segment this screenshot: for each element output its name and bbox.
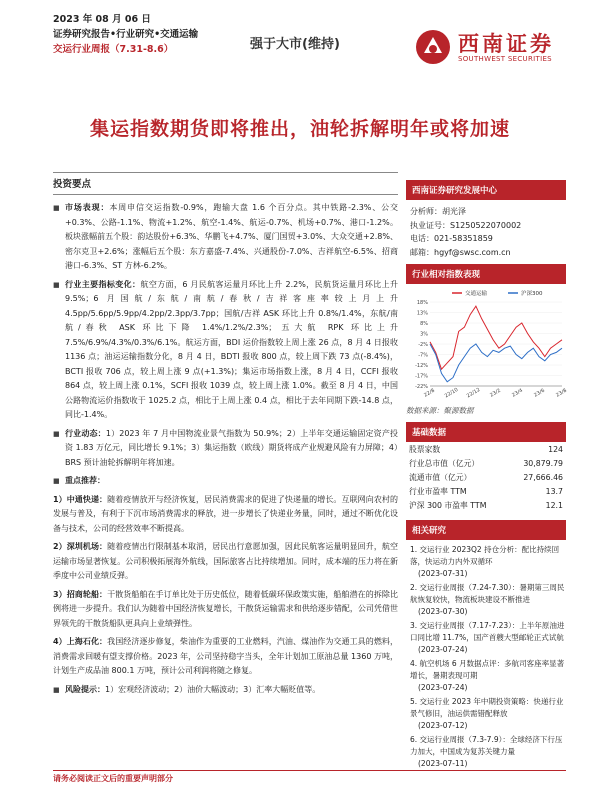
table-row: 沪深 300 市盈率 TTM 12.1 bbox=[409, 500, 563, 510]
logo-subtitle: SOUTHWEST SECURITIES bbox=[458, 55, 552, 63]
x-tick-label: 23/4 bbox=[511, 387, 524, 399]
legend-label: 交通运输 bbox=[465, 291, 488, 297]
y-tick-label: 3% bbox=[420, 331, 428, 338]
table-row: 流通市值（亿元） 27,666.46 bbox=[409, 472, 563, 482]
related-bar: 相关研究 bbox=[406, 520, 566, 540]
logo-text: 西南证券 bbox=[458, 31, 554, 56]
related-item[interactable]: 3. 交运行业周报（7.17-7.23）：上半年原油进口同比增 11.7%，国产首艘大型邮轮正式试航 (2023-07-24) bbox=[410, 621, 565, 654]
legend-label: 沪深300 bbox=[521, 291, 543, 297]
related-list bbox=[406, 540, 566, 770]
risk-text: 1）宏观经济波动；2）油价大幅波动；3）汇率大幅贬值等。 bbox=[105, 684, 321, 694]
chart-svg bbox=[406, 286, 566, 402]
relative-index-chart bbox=[406, 286, 566, 402]
y-tick-label: -12% bbox=[415, 363, 428, 369]
focus-list bbox=[53, 493, 398, 679]
related-item[interactable]: 1. 交运行业 2023Q2 持仓分析：配比持续回落，快运动力内外双循环 (2023-07-31) bbox=[410, 545, 560, 578]
report-header-left bbox=[53, 12, 198, 57]
industry-indicators bbox=[53, 278, 398, 423]
focus-item: 3）招商轮船：干散货船舶在手订单比处于历史低位，随着低碳环保政策实施，船舶潜在的拆除比例将进一步提升。我们认为随着中国经济恢复增长，干散货运输需求和供给逐步错配，公司凭借世界领先的干散货船队更具向上业绩弹性。 bbox=[53, 589, 398, 628]
x-tick-label: 22/10 bbox=[443, 386, 460, 400]
report-title: 集运指数期货即将推出，油轮拆解明年或将加速 bbox=[89, 118, 510, 140]
chart-bar: 行业相对指数表现 bbox=[406, 264, 566, 284]
x-tick-label: 23/8 bbox=[555, 387, 568, 399]
sidebar bbox=[406, 180, 566, 772]
analyst-cert-row: 执业证号：S1250522070002 bbox=[410, 220, 522, 230]
market-label: 市场表现： bbox=[65, 203, 110, 212]
stats-bar: 基础数据 bbox=[406, 422, 566, 442]
analyst-email-row[interactable]: 邮箱：hgyf@swsc.com.cn bbox=[410, 247, 511, 257]
analyst-phone-row: 电话：021-58351859 bbox=[410, 234, 493, 243]
footer-disclaimer: 请务必阅读正文后的重要声明部分 bbox=[53, 774, 173, 783]
report-type: 交运行业周报（7.31-8.6） bbox=[53, 44, 174, 55]
related-item[interactable]: 4. 航空机场 6 月数据点评：多航司客座率显著增长，暑期表现可期 (2023-07-24) bbox=[410, 659, 565, 692]
dynamics-label: 行业动态： bbox=[65, 428, 106, 438]
divider bbox=[53, 172, 398, 173]
rating: 强于大市(维持) bbox=[250, 37, 340, 52]
data-label: 行业主要指标变化： bbox=[65, 279, 141, 289]
report-category: 证券研究报告•行业研究•交通运输 bbox=[53, 29, 199, 40]
y-tick-label: 18% bbox=[416, 300, 428, 306]
focus-item: 4）上海石化：我国经济逐步修复，柴油作为重要的工业燃料，汽油、煤油作为交通工具的燃料，消费需求回暖有望支撑价格。2023 年，公司坚持稳字当头，全年计划加工原油总量 1360 万吨，计划生产成品油 800.1 万吨，预计公司利润将随之修复。 bbox=[53, 637, 398, 675]
analyst-name-row: 分析师：胡光泽 bbox=[410, 207, 466, 216]
chart-source: 数据来源：聚源数据 bbox=[406, 406, 474, 415]
x-tick-label: 23/2 bbox=[489, 387, 502, 399]
table-row: 行业市盈率 TTM 13.7 bbox=[409, 486, 563, 496]
data-text: 航空方面，6 月民航客运量月环比上升 2.2%，民航货运量月环比上升 9.5%；6 月国航/东航/南航/春秋/吉祥客座率较上月上升 4.5pp/5.6pp/5.9pp/4.2pp/2.3pp/3.7pp；国航/吉祥 ASK 环比上升 0.8%/1.4%，东航/南航/春秋 ASK 环比下降 1.4%/1.2%/2.3%；五大航 RPK 环比上升 7.5%/6.9%/4.3%/0.3%/6.1%。航运方面，BDI 运价指数较上周上涨 26 点，8 月 4 日报收 1136 点；油运运输指数分化，8 月 4 日，BDTI 报收 800 点，较上周下跌 73 点(-8.4%)，BCTI 报收 706 点，较上周上涨 9 点(+1.3%)；集运市场指数上涨，8 月 4 日，CCFI 报收 864 点，较上周上涨 0.1%，SCFI 报收 1039 点，较上周上涨 1.0%。截至 8 月 4 日，中国公路物流运价指数收于 1025.2 点，相比于上周上涨 0.4 点，相比于去年同期下跌-14.8 点，同比-1.4%。 bbox=[65, 279, 399, 419]
table-row: 行业总市值（亿元） 30,879.79 bbox=[409, 458, 563, 468]
series-line-1 bbox=[430, 344, 562, 382]
focus-item: 1）中通快递：随着疫情放开与经济恢复，居民消费需求的促进了快递量的增长。互联网向农村的发展与普及，有利于下沉市场消费需求的释放，进一步增长了快递业务量，同时，通过不断优化设备与技术，公司的经营效率不断提高。 bbox=[53, 494, 398, 533]
related-item[interactable]: 2. 交运行业周报（7.24-7.30）：暑期第三周民航恢复较快，物流板块建设不断推进 (2023-07-30) bbox=[410, 583, 565, 616]
logo-emblem-icon bbox=[414, 28, 452, 66]
table-row: 股票家数 124 bbox=[409, 444, 563, 454]
y-tick-label: -7% bbox=[418, 352, 428, 359]
y-tick-label: -2% bbox=[418, 342, 428, 348]
related-item[interactable]: 5. 交运行业 2023 年中期投资策略：快递行业景气修旧，油运供需错配释放 (2023-07-12) bbox=[410, 697, 564, 730]
y-tick-label: 13% bbox=[416, 310, 428, 317]
divider bbox=[53, 194, 398, 195]
basic-data-table bbox=[406, 442, 566, 512]
y-tick-label: -17% bbox=[415, 373, 428, 380]
focus-item: 2）深圳机场：随着疫情出行限制基本取消，居民出行意愿加强，因此民航客运量明显回升，航空运输市场显著恢复。公司积极拓展海外航线，国际旅客占比持续增加。同时，成本端的压力将在新季度中公司业绩反弹。 bbox=[53, 542, 398, 580]
analyst-info bbox=[406, 200, 566, 264]
risk-warning bbox=[53, 683, 398, 698]
analyst-email-link[interactable]: hgyf@swsc.com.cn bbox=[434, 247, 511, 257]
x-tick-label: 22/12 bbox=[465, 386, 482, 400]
y-tick-label: -22% bbox=[415, 384, 428, 390]
main-content bbox=[53, 176, 398, 701]
report-date: 2023 年 08 月 06 日 bbox=[53, 14, 151, 25]
brand-logo bbox=[414, 28, 582, 70]
market-text: 本周申信交运指数-0.9%，跑输大盘 1.6 个百分点。其中铁路-2.3%、公交+0.3%、公路-1.1%、物流+1.2%、航空-1.4%、航运-0.7%、机场+0.7%、港口-1.2%。板块涨幅前五个股：韵达股份+6.3%、华鹏飞+4.7%、厦门国贸+3.0%、大众交通+2.8%、密尔克卫+2.6%；涨幅后五个股：东方嘉盛-7.4%、兴通股份-7.0%、吉祥航空-6.5%、招商港口-6.3%、ST 方林-6.2%。 bbox=[65, 203, 398, 270]
focus-recommendations bbox=[53, 474, 398, 489]
focus-label: 重点推荐： bbox=[65, 476, 105, 485]
x-tick-label: 22/8 bbox=[423, 387, 436, 399]
series-line-0 bbox=[430, 306, 562, 369]
dynamics-text: 1）2023 年 7 月中国物流业景气指数为 50.9%；2）上半年交通运输固定资产投资 1.83 万亿元，同比增长 9.1%；3）集运指数（欧线）期货将成产业规避风险有力屏障；4）BRS 预计油轮拆解明年将加速。 bbox=[65, 428, 399, 467]
section-title: 投资要点 bbox=[53, 179, 92, 190]
market-performance bbox=[53, 201, 398, 274]
x-tick-label: 23/6 bbox=[533, 387, 546, 399]
analyst-bar: 西南证券研究发展中心 bbox=[406, 180, 566, 200]
related-item[interactable]: 6. 交运行业周报（7.3-7.9）：全球经济下行压力加大，中国成为复苏关键力量 (2023-07-11) bbox=[410, 735, 563, 768]
risk-label: 风险提示： bbox=[65, 684, 105, 694]
industry-dynamics bbox=[53, 427, 398, 471]
footer-divider bbox=[53, 770, 566, 771]
y-tick-label: 8% bbox=[420, 321, 428, 327]
